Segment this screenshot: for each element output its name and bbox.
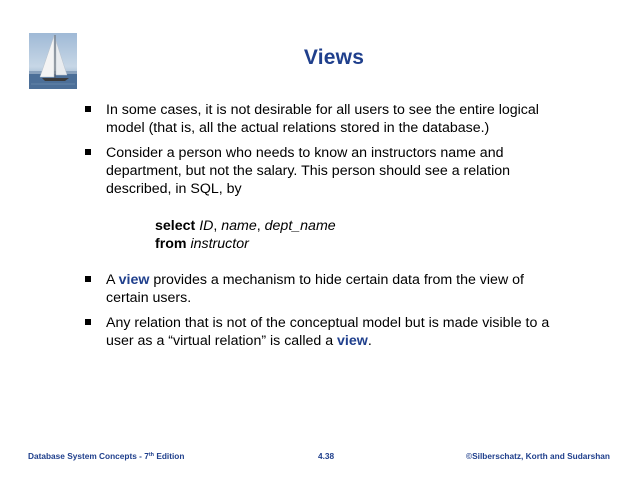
sql-from-line — [155, 235, 565, 253]
slide-title: Views — [303, 46, 365, 69]
bullet-item-2 — [85, 144, 565, 198]
sql-from-keyword: from — [155, 236, 187, 252]
sql-select-line — [155, 217, 565, 235]
bullet-item-1 — [85, 101, 565, 137]
sql-column: ID — [199, 218, 214, 234]
footer-copyright: ©Silberschatz, Korth and Sudarshan — [466, 451, 610, 461]
sql-column: name — [221, 218, 257, 234]
bullet-square-icon — [85, 106, 91, 112]
sql-example — [155, 217, 565, 253]
bullet-item-4 — [85, 314, 565, 350]
keyword-view: view — [337, 333, 368, 349]
bullet-square-icon — [85, 149, 91, 155]
bullet-text-post: provides a mechanism to hide certain data from the view of certain users. — [106, 272, 524, 306]
footer-book-title — [28, 451, 184, 461]
sql-separator: , — [213, 218, 222, 234]
sql-table: instructor — [190, 236, 249, 252]
bullet-text-pre: A — [106, 272, 119, 288]
bullet-text-pre: Any relation that is not of the conceptual model but is made visible to a user as a “virtual relation” is called a — [106, 315, 550, 349]
bullet-text-1: In some cases, it is not desirable for all users to see the entire logical model (that is, all the actual relations stored in the database.) — [106, 102, 539, 136]
bullet-item-3 — [85, 271, 565, 307]
sql-column: dept_name — [264, 218, 336, 234]
sql-separator: , — [256, 218, 265, 234]
keyword-view: view — [118, 272, 150, 288]
footer-book-sup: th — [148, 452, 155, 458]
bullet-text-4 — [106, 315, 549, 349]
bullet-text-3 — [106, 272, 524, 306]
bullet-text-post: . — [367, 333, 372, 349]
slide-footer — [28, 451, 610, 463]
footer-page-number: 4.38 — [318, 451, 335, 461]
bullet-square-icon — [85, 276, 91, 282]
bullet-text-2: Consider a person who needs to know an instructors name and department, but not the salary. This person should see a relation described, in SQL, by — [106, 145, 511, 197]
bullet-square-icon — [85, 319, 91, 325]
title-divider — [29, 95, 610, 96]
footer-book-tail: Edition — [154, 451, 185, 461]
bullet-list — [85, 101, 565, 357]
sql-select-keyword: select — [155, 218, 196, 234]
footer-book-main: Database System Concepts - 7 — [28, 451, 149, 461]
